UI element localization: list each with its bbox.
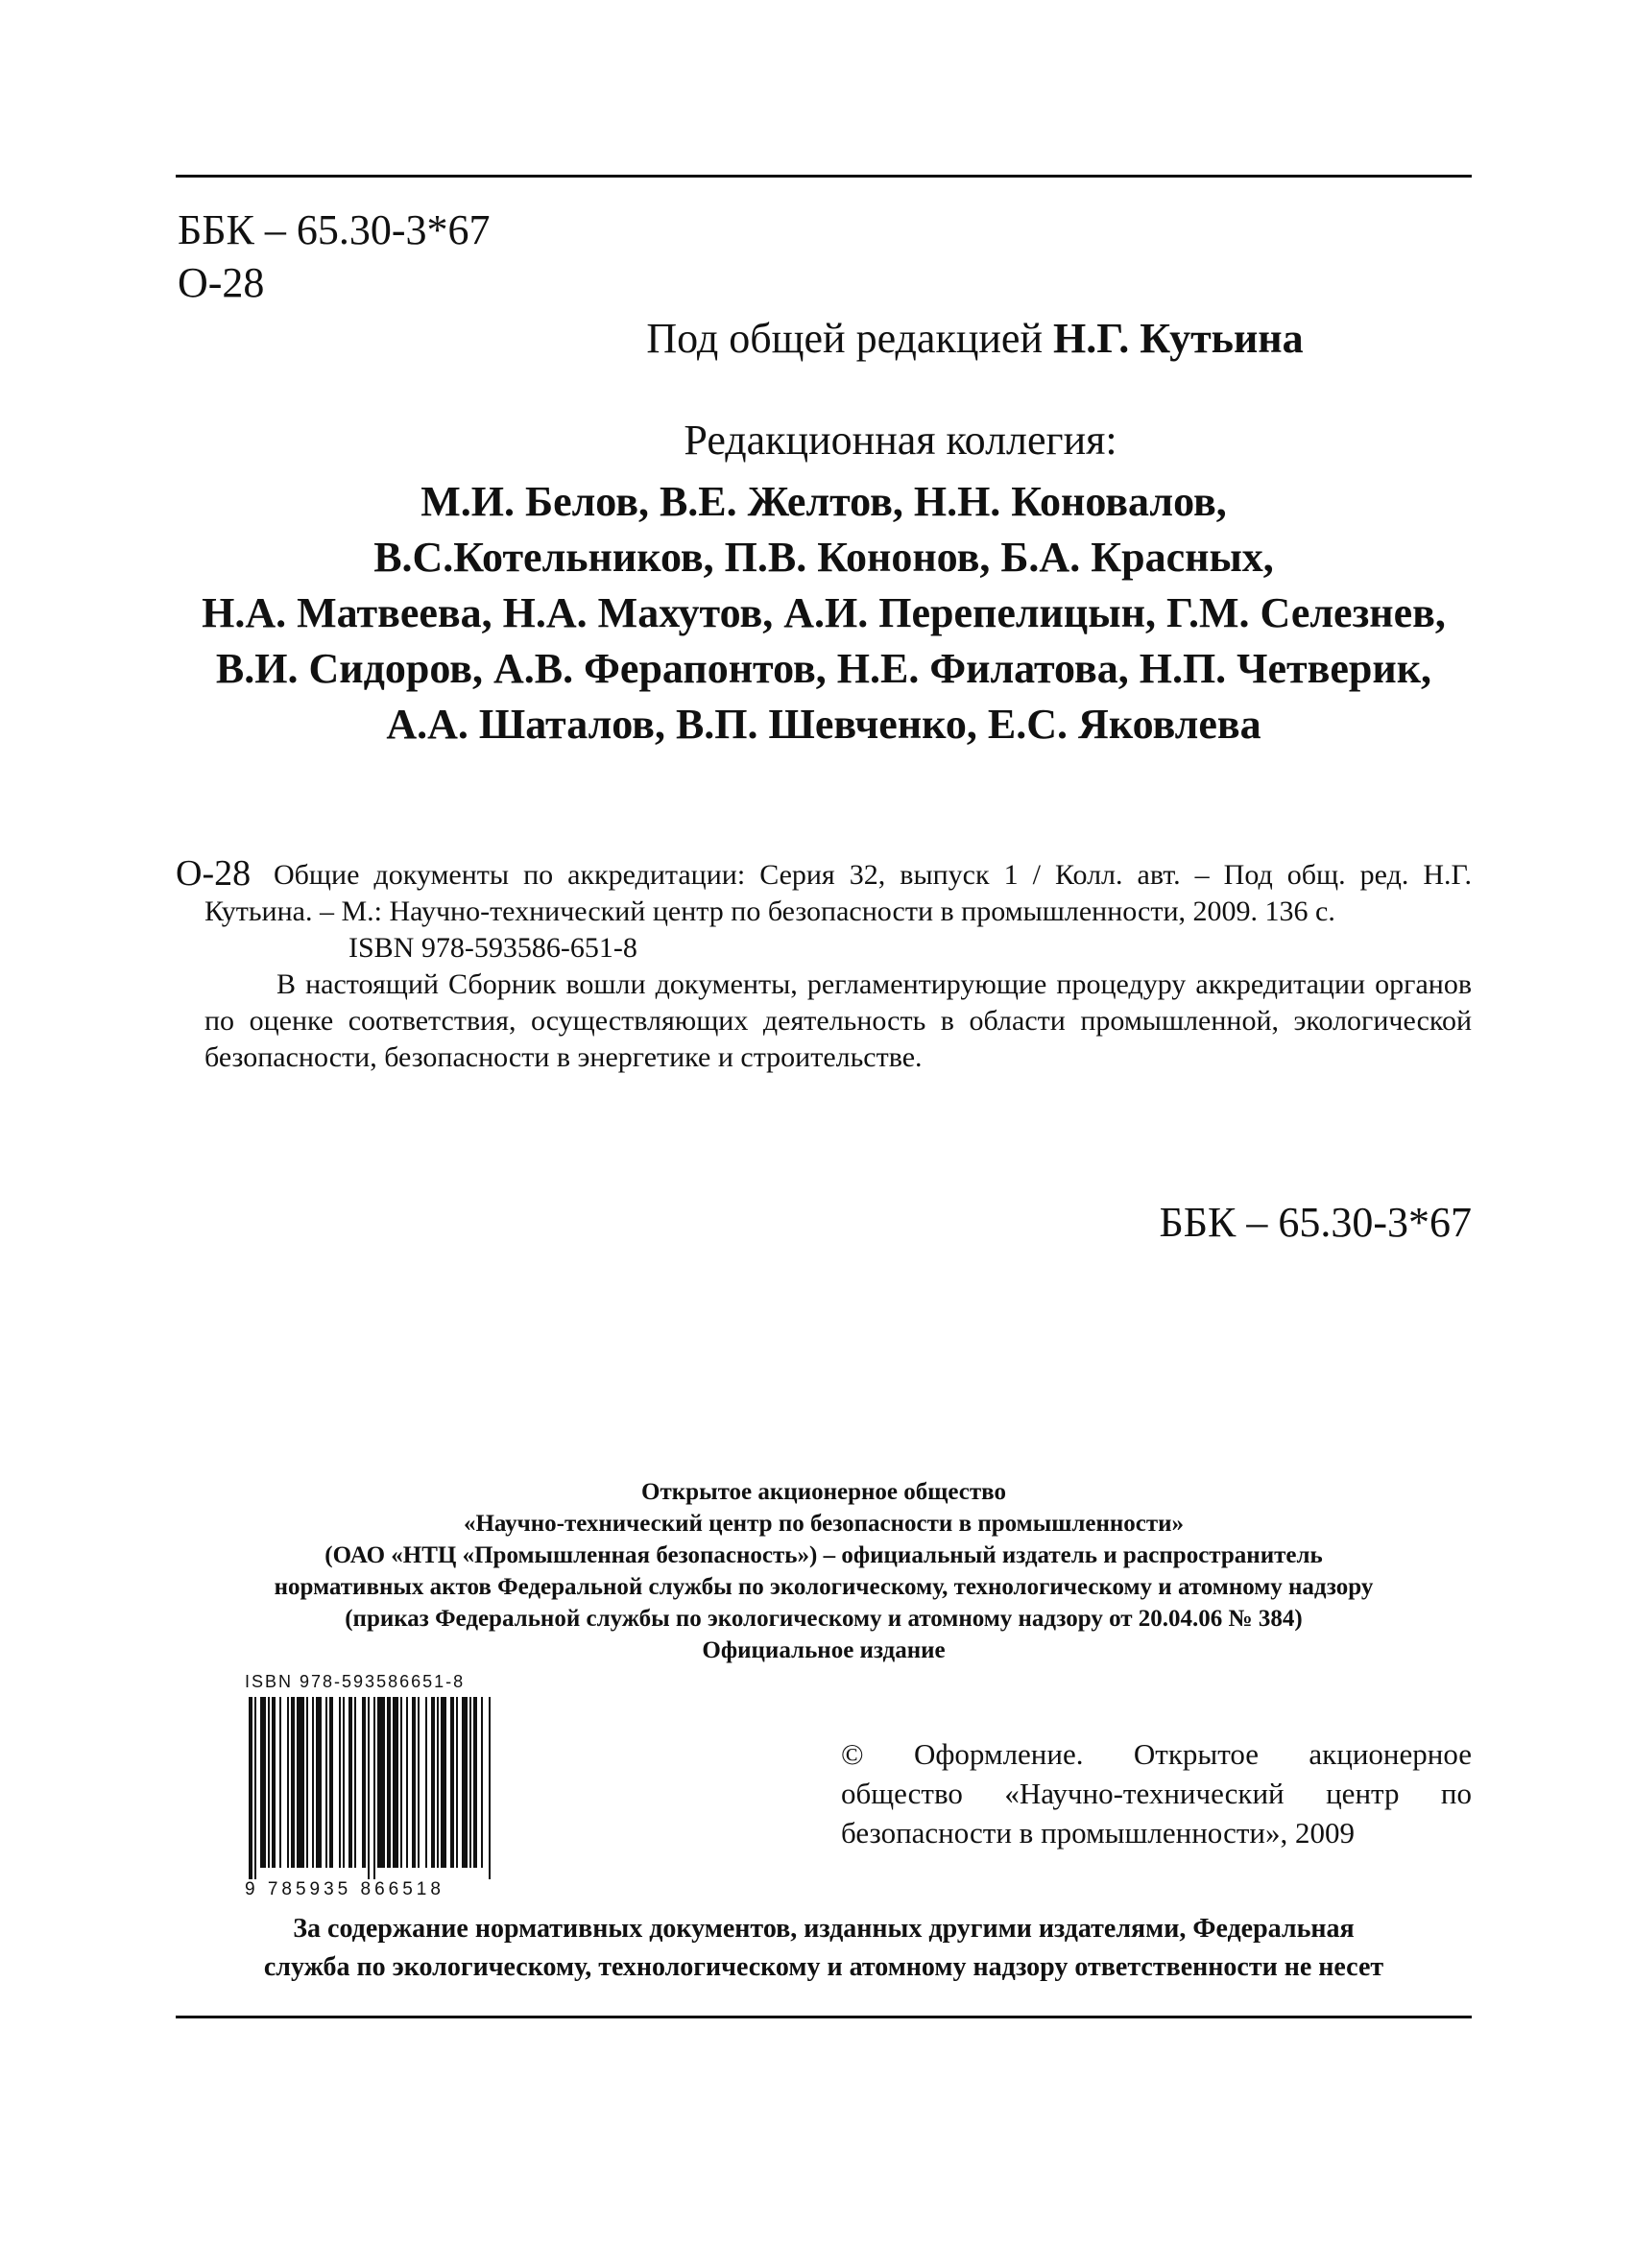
board-line: В.С.Котельников, П.В. Кононов, Б.А. Красных,	[373, 534, 1274, 581]
publisher-line: Официальное издание	[702, 1637, 946, 1663]
barcode-bar	[469, 1697, 471, 1868]
barcode-bar	[316, 1697, 322, 1868]
barcode-bar	[306, 1697, 308, 1868]
barcode-bar	[291, 1697, 295, 1868]
editorial-board-heading: Редакционная коллегия:	[684, 417, 1117, 464]
annotation-text: В настоящий Сборник вошли документы, регламентирующие процедуру аккредитации органов по оценке соответствия, осуществляющих деятельность в области промышленной, экологической безопасности, безопасности в энергетике и строительстве.	[204, 968, 1472, 1073]
barcode-bar	[387, 1697, 391, 1868]
barcode-bar	[325, 1697, 327, 1868]
barcode-bar	[400, 1697, 402, 1868]
bibliographic-citation: Общие документы по аккредитации: Серия 32, выпуск 1 / Колл. авт. – Под общ. ред. Н.Г. Кутьина. – М.: Научно-технический центр по безопасности в промышленности, 2009. 136 с.	[204, 859, 1472, 927]
barcode-bar	[393, 1697, 398, 1868]
barcode-bar	[481, 1697, 483, 1868]
barcode-bar	[431, 1697, 435, 1868]
barcode-bar	[339, 1697, 341, 1868]
barcode-bar	[348, 1697, 352, 1868]
disclaimer-line: служба по экологическому, технологическому и атомному надзору ответственности не несет	[263, 1952, 1384, 1982]
publisher-line: (ОАО «НТЦ «Промышленная безопасность») – официальный издатель и распространитель	[324, 1542, 1323, 1568]
barcode-bar	[279, 1697, 281, 1868]
barcode-bar	[249, 1697, 252, 1879]
barcode-bar	[343, 1697, 345, 1868]
barcode-bar	[362, 1697, 366, 1868]
publisher-line: «Научно-технический центр по безопасности в промышленности»	[463, 1511, 1185, 1537]
editor-name: Н.Г. Кутьина	[1053, 315, 1304, 362]
publisher-line: (приказ Федеральной службы по экологическому и атомному надзору от 20.04.06 № 384)	[345, 1606, 1303, 1632]
editorial-board	[176, 415, 1472, 752]
top-rule	[176, 175, 1472, 178]
publisher-line: нормативных актов Федеральной службы по экологическому, технологическому и атомному надзору	[274, 1574, 1374, 1600]
author-code-top: О-28	[178, 259, 265, 306]
publisher-line: Открытое акционерное общество	[641, 1479, 1006, 1505]
barcode-bar	[329, 1697, 333, 1868]
isbn-line: ISBN 978-593586-651-8	[348, 932, 637, 964]
barcode-bar	[312, 1697, 314, 1868]
board-line: М.И. Белов, В.Е. Желтов, Н.Н. Коновалов,	[420, 478, 1227, 525]
catalog-entry-code: О-28	[176, 853, 252, 894]
editorial-board-members	[176, 474, 1472, 752]
barcode-isbn-label: ISBN 978-593586651-8	[245, 1672, 466, 1691]
bbk-code-bottom: ББК – 65.30-3*67	[1159, 1199, 1472, 1246]
bbk-code-top: ББК – 65.30-3*67	[178, 206, 491, 253]
barcode-bar	[254, 1697, 256, 1879]
barcode-bar	[368, 1697, 370, 1879]
barcode-bar	[437, 1697, 439, 1868]
barcode-bar	[473, 1697, 477, 1868]
bottom-rule	[176, 2016, 1472, 2018]
barcode-bar	[377, 1697, 385, 1868]
barcode-bar	[489, 1697, 491, 1879]
publisher-block	[176, 1476, 1472, 1666]
board-line: В.И. Сидоров, А.В. Ферапонтов, Н.Е. Филатова, Н.П. Четверик,	[215, 645, 1432, 692]
barcode-bar	[268, 1697, 270, 1868]
general-editor-line	[0, 314, 1633, 364]
barcode-bar	[418, 1697, 420, 1868]
barcode-bar	[412, 1697, 416, 1868]
barcode-bars	[245, 1697, 499, 1879]
barcode-digits: 9 785935 866518	[245, 1879, 444, 1899]
barcode-bar	[260, 1697, 266, 1868]
disclaimer-line: За содержание нормативных документов, изданных другими издателями, Федеральная	[293, 1914, 1355, 1944]
barcode-bar	[373, 1697, 375, 1879]
isbn-barcode	[245, 1670, 523, 1900]
barcode-bar	[287, 1697, 289, 1868]
barcode-bar	[462, 1697, 468, 1868]
board-line: А.А. Шаталов, В.П. Шевченко, Е.С. Яковлева	[386, 701, 1261, 748]
board-line: Н.А. Матвеева, Н.А. Махутов, А.И. Перепелицын, Г.М. Селезнев,	[202, 589, 1446, 636]
disclaimer	[176, 1910, 1472, 1987]
barcode-bar	[425, 1697, 427, 1868]
barcode-bar	[450, 1697, 454, 1868]
editor-prefix: Под общей редакцией	[646, 315, 1043, 362]
copyright-notice: © Оформление. Открытое акционерное общество «Научно-технический центр по безопасности в промышленности», 2009	[841, 1737, 1472, 1850]
barcode-bar	[272, 1697, 276, 1868]
barcode-bar	[406, 1697, 408, 1868]
barcode-bar	[441, 1697, 446, 1868]
barcode-bar	[456, 1697, 458, 1868]
barcode-bar	[297, 1697, 304, 1868]
barcode-bar	[354, 1697, 356, 1868]
